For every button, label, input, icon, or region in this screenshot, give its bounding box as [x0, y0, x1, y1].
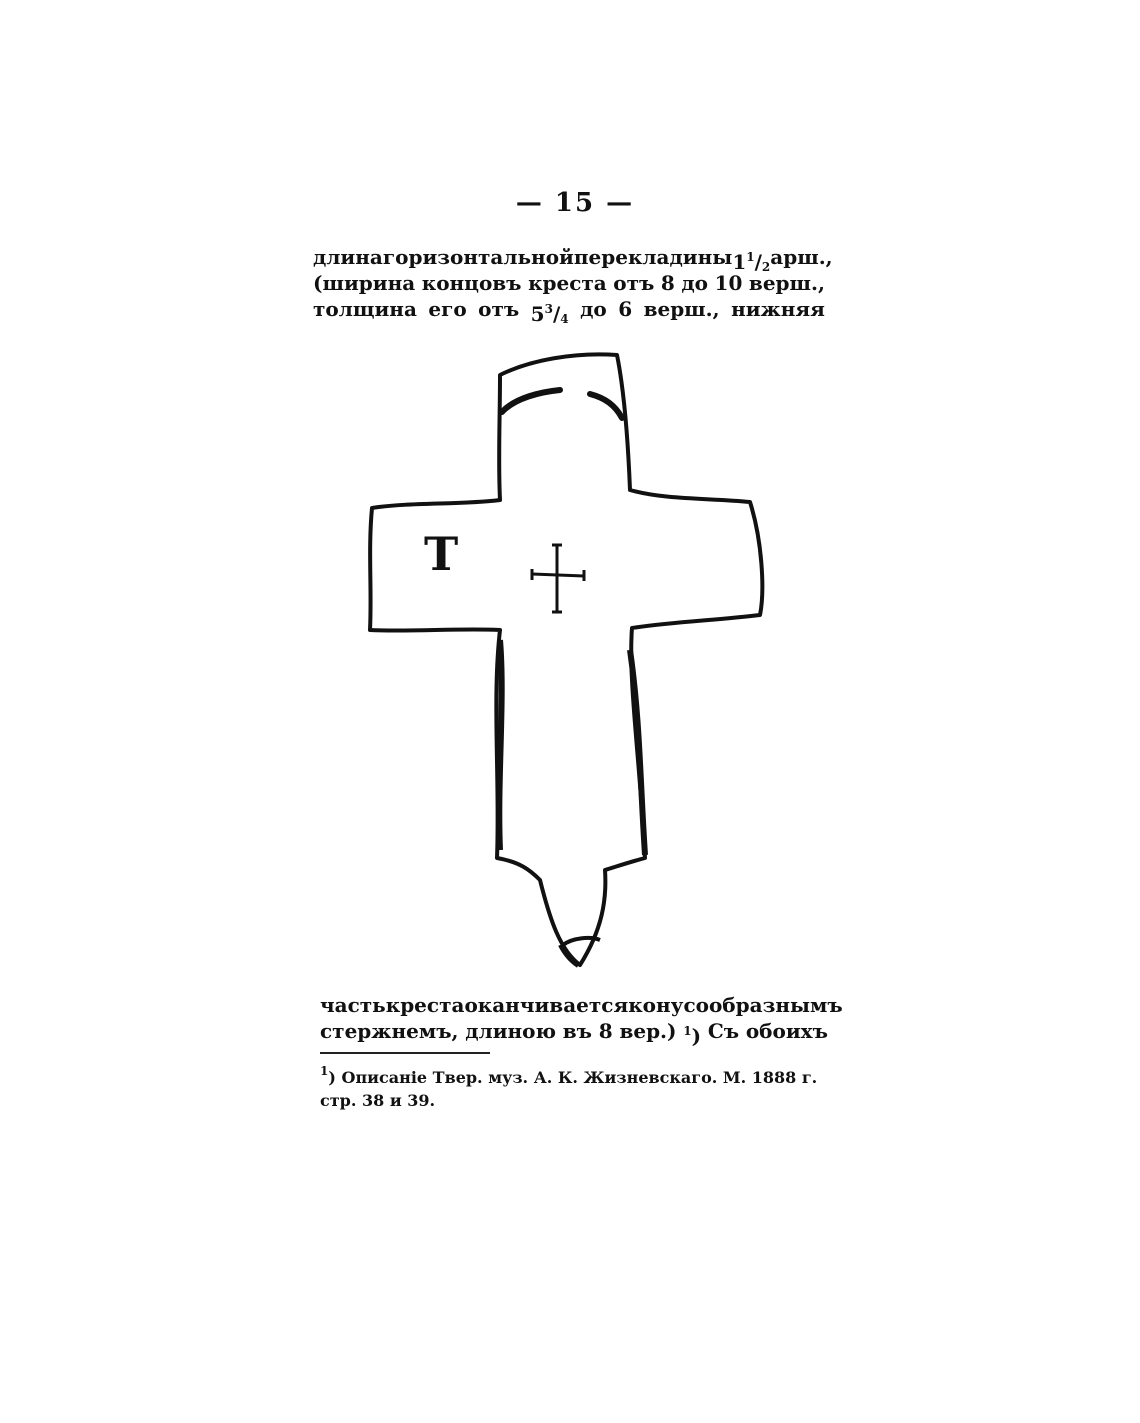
- cross-illustration: [355, 340, 775, 980]
- page-number: — 15 —: [515, 188, 635, 218]
- footnote-line-1: [320, 1060, 828, 1089]
- word: толщина: [313, 297, 417, 321]
- word: 6: [618, 297, 633, 321]
- fraction: $1^1/2$: [732, 250, 771, 274]
- fraction-whole: 5: [530, 302, 545, 326]
- fraction-denominator: 2: [761, 260, 771, 274]
- word: отъ: [613, 271, 655, 295]
- word: (ширина: [313, 271, 416, 295]
- fraction-numerator: 3: [544, 302, 553, 316]
- footnote-text-1: ) Описаніе Твер. муз. А. К. Жизневскаго. М. 1888 г.: [328, 1068, 818, 1087]
- word: 10: [714, 271, 743, 295]
- text-line-3: [313, 296, 825, 326]
- word: длина: [313, 245, 383, 269]
- word: перекладины: [573, 245, 733, 269]
- word: вер.): [619, 1019, 677, 1043]
- text-line-1: [313, 244, 833, 274]
- word: до: [681, 271, 709, 295]
- word: креста: [528, 271, 607, 295]
- cross-outline: [370, 354, 762, 965]
- left-shaft-edge: [499, 640, 501, 850]
- word: оканчивается: [464, 993, 629, 1017]
- word: нижняя: [731, 297, 825, 321]
- word: 8: [660, 271, 675, 295]
- word: длиною: [465, 1019, 557, 1043]
- letter-mark: Т: [424, 527, 459, 581]
- fraction-whole: 1: [732, 250, 747, 274]
- footnote-line-2: стр. 38 и 39.: [320, 1091, 436, 1110]
- word: отъ: [478, 297, 520, 321]
- word: стержнемъ,: [320, 1019, 459, 1043]
- fraction-numerator: 1: [746, 250, 755, 264]
- bottom-paragraph: [320, 992, 843, 1048]
- word: Съ: [707, 1019, 740, 1043]
- word: конусообразнымъ: [628, 993, 843, 1017]
- word: обоихъ: [745, 1019, 828, 1043]
- text-line-2: [313, 270, 825, 296]
- text-line-5: [320, 1018, 828, 1048]
- text-line-4: [320, 992, 843, 1018]
- word: арш.,: [770, 245, 833, 269]
- top-paragraph: [313, 244, 833, 326]
- word: его: [428, 297, 467, 321]
- right-shaft-edge: [630, 650, 645, 855]
- footnote-divider: [320, 1052, 490, 1054]
- word: до: [580, 297, 607, 321]
- word: горизонтальной: [382, 245, 574, 269]
- word: въ: [562, 1019, 593, 1043]
- fraction: $5^3/4$: [530, 302, 569, 326]
- top-cap-shading: [502, 390, 622, 418]
- word: верш.,: [643, 297, 720, 321]
- word: верш.,: [748, 271, 825, 295]
- footnote-number: 1: [320, 1064, 329, 1078]
- word: часть: [320, 993, 386, 1017]
- small-cross-icon: [532, 545, 584, 612]
- footnote-reference[interactable]: $^1$): [683, 1024, 702, 1048]
- footnote: [320, 1060, 828, 1112]
- fraction-denominator: 4: [560, 312, 569, 326]
- word: 8: [598, 1019, 613, 1043]
- word: креста: [385, 993, 465, 1017]
- word: концовъ: [421, 271, 522, 295]
- footnote-ref-number: 1: [683, 1024, 692, 1038]
